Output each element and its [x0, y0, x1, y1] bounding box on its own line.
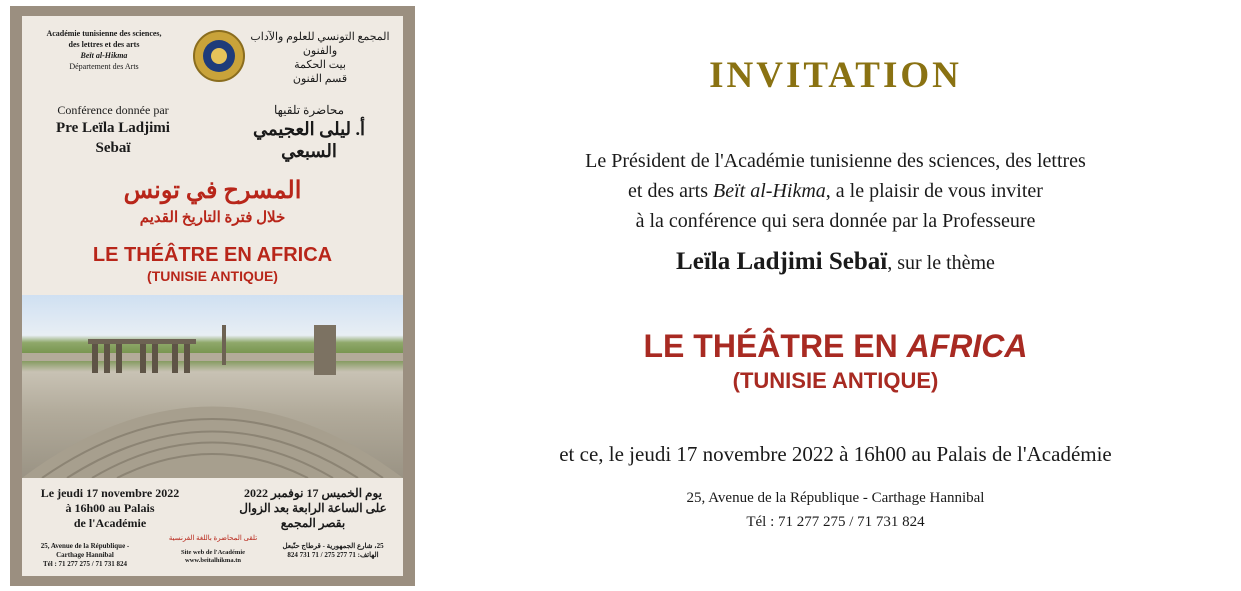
poster-date-fr-line1: Le jeudi 17 novembre 2022	[40, 486, 180, 500]
theatre-photo	[22, 295, 403, 478]
invitation-title: INVITATION	[709, 55, 962, 96]
invitation-line-1: Le Président de l'Académie tunisienne des sciences, des lettres	[585, 150, 1086, 172]
poster-website	[158, 549, 268, 565]
poster-title-fr: LE THÉÂTRE EN AFRICA	[92, 244, 333, 266]
invitation-phone: Tél : 71 277 275 / 71 731 824	[746, 514, 925, 530]
invitation-theme-title-africa: AFRICA	[906, 328, 1028, 364]
invitation-academy-name: Beït al-Hikma	[713, 180, 826, 202]
invitation-line-2-start: et des arts	[628, 180, 714, 202]
poster-academy-ar-line2: بيت الحكمة	[294, 59, 346, 71]
poster-date-ar-line2: على الساعة الرابعة بعد الزوال	[239, 501, 387, 515]
poster-subtitle-fr: (TUNISIE ANTIQUE)	[147, 268, 278, 284]
poster	[10, 6, 415, 586]
poster-address-fr-line3: Tél : 71 277 275 / 71 731 824	[43, 560, 127, 568]
invitation-theme-title	[430, 328, 1241, 365]
poster-address-ar-line1: 25، شارع الجمهورية - قرطاج حنّبعل	[282, 542, 384, 550]
poster-speaker-ar-line1: أ. ليلى العجيمي	[252, 119, 365, 139]
poster-website-label: Site web de l'Académie	[180, 549, 246, 556]
poster-academy-fr-line3: Beït al-Hikma	[80, 51, 128, 60]
academy-logo-icon	[193, 30, 245, 82]
poster-conference-ar-line1: محاضرة تلقيها	[273, 103, 345, 117]
poster-language-note: تلقى المحاضرة باللغة الفرنسية	[168, 534, 258, 542]
poster-address-fr-line2: Carthage Hannibal	[56, 551, 114, 559]
poster-date-fr-line3: de l'Académie	[73, 516, 147, 530]
poster-academy-ar-line1: المجمع التونسي للعلوم والآداب والفنون	[250, 31, 390, 57]
poster-conference-ar	[229, 102, 389, 162]
invitation-theme-subtitle: (TUNISIE ANTIQUE)	[732, 368, 939, 393]
poster-date-fr-line2: à 16h00 au Palais	[65, 501, 155, 515]
poster-academy-ar	[245, 30, 395, 86]
invitation-line-3: à la conférence qui sera donnée par la Professeure	[635, 210, 1036, 232]
invitation-line-2-end: , a le plaisir de vous inviter	[825, 180, 1043, 202]
poster-academy-fr-line2: des lettres et des arts	[68, 40, 140, 49]
poster-subtitle-ar: خلال فترة التاريخ القديم	[139, 210, 286, 226]
invitation-speaker: Leïla Ladjimi Sebaï	[676, 248, 888, 275]
poster-website-url: www.beitalhikma.tn	[185, 557, 241, 564]
invitation-theme-title-start: LE THÉÂTRE EN	[643, 328, 907, 364]
poster-address-ar-line2: الهاتف: 71 277 275 / 71 731 824	[287, 551, 379, 559]
poster-conference-fr	[28, 102, 198, 158]
poster-date-ar	[233, 486, 393, 531]
poster-title-ar: المسرح في تونس	[123, 178, 302, 204]
poster-address-fr-line1: 25, Avenue de la République -	[40, 542, 130, 550]
poster-date-ar-line1: يوم الخميس 17 نوفمبر 2022	[243, 486, 383, 500]
poster-conference-fr-line1: Conférence donnée par	[57, 103, 169, 117]
poster-address-ar	[273, 542, 393, 560]
theatre-photo-drawing	[22, 295, 403, 478]
invitation-date: et ce, le jeudi 17 novembre 2022 à 16h00 au Palais de l'Académie	[559, 442, 1112, 466]
poster-date-ar-line3: بقصر المجمع	[280, 516, 346, 530]
poster-speaker-fr-line1: Pre Leïla Ladjimi	[56, 120, 170, 136]
poster-date-fr	[30, 486, 190, 531]
invitation-line-4	[430, 248, 1241, 276]
poster-speaker-fr-line2: Sebaï	[95, 140, 131, 156]
invitation-theme-intro: , sur le thème	[887, 252, 995, 274]
poster-inner	[22, 16, 403, 576]
poster-academy-fr-line4: Département des Arts	[69, 62, 139, 71]
poster-academy-ar-line3: قسم الفنون	[292, 73, 348, 85]
poster-academy-fr-line1: Académie tunisienne des sciences,	[46, 29, 162, 38]
invitation-line-2	[430, 180, 1241, 203]
invitation-address: 25, Avenue de la République - Carthage Hannibal	[686, 490, 985, 506]
poster-academy-fr	[24, 28, 184, 72]
poster-address-fr	[30, 542, 140, 569]
poster-speaker-ar-line2: السبعي	[281, 141, 337, 161]
